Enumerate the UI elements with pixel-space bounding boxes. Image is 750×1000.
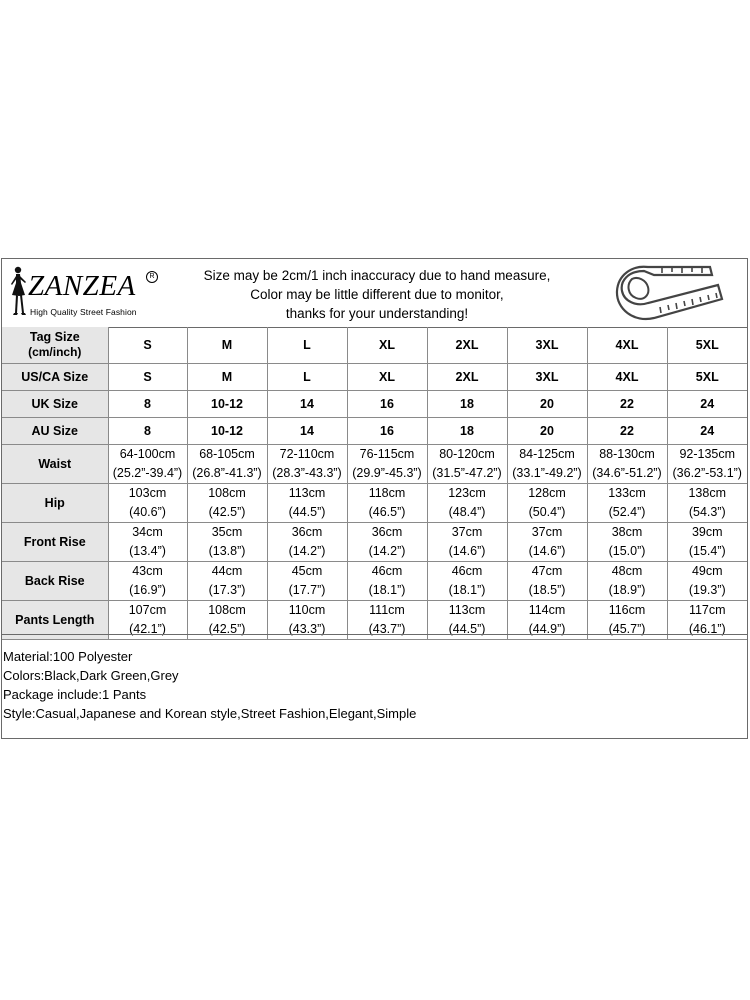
- measure-cell: [187, 484, 267, 523]
- measure-inch: (13.4”): [129, 544, 166, 558]
- measure-cm: 64-100cm: [119, 447, 176, 461]
- measure-inch: (14.2”): [288, 544, 326, 558]
- tag-size-unit-label: (cm/inch): [28, 345, 82, 359]
- notice-line: thanks for your understanding!: [285, 306, 469, 321]
- measure-cell: [667, 523, 747, 562]
- row-label-tag-size: [2, 327, 108, 364]
- measure-inch: (28.3”-43.3”): [272, 466, 342, 480]
- size-cell: 8: [108, 418, 187, 445]
- us-ca-size-row: [2, 364, 747, 391]
- measure-inch: (16.9”): [129, 583, 166, 597]
- measure-cm: 36cm: [371, 525, 403, 539]
- measure-cm: 88-130cm: [599, 447, 655, 461]
- row-label-back-rise: Back Rise: [2, 562, 108, 601]
- measure-cell: [427, 523, 507, 562]
- measure-inch: (42.1”): [129, 622, 166, 636]
- measure-cell: [347, 562, 427, 601]
- measure-cm: 76-115cm: [359, 447, 415, 461]
- measure-cell: [667, 484, 747, 523]
- measure-inch: (18.1”): [368, 583, 406, 597]
- measure-cm: 133cm: [608, 486, 646, 500]
- row-label-us-ca-size: US/CA Size: [2, 364, 108, 391]
- measure-cell: [427, 562, 507, 601]
- measure-cell: [667, 445, 747, 484]
- size-cell: 2XL: [427, 364, 507, 391]
- measure-cm: 35cm: [211, 525, 243, 539]
- measure-inch: (13.8”): [208, 544, 246, 558]
- measure-inch: (17.3”): [208, 583, 246, 597]
- registered-mark-icon: R: [146, 271, 158, 283]
- measure-cell: [108, 562, 187, 601]
- measure-cell: [587, 523, 667, 562]
- tag-size-label: Tag Size: [29, 330, 80, 344]
- measure-inch: (33.1”-49.2”): [512, 466, 582, 480]
- measure-cell: [267, 484, 347, 523]
- measure-inch: (43.3”): [288, 622, 326, 636]
- measure-inch: (25.2”-39.4”): [112, 466, 183, 480]
- measure-cell: [507, 445, 587, 484]
- measure-cell: [587, 445, 667, 484]
- measure-cm: 39cm: [691, 525, 723, 539]
- measure-cm: 38cm: [611, 525, 643, 539]
- row-label-pants-length: Pants Length: [2, 601, 108, 640]
- measure-inch: (46.5”): [368, 505, 406, 519]
- measure-cm: 44cm: [211, 564, 243, 578]
- measure-cell: [667, 562, 747, 601]
- size-cell: 10-12: [187, 418, 267, 445]
- row-label-au-size: AU Size: [2, 418, 108, 445]
- row-label-uk-size: UK Size: [2, 391, 108, 418]
- measure-cm: 114cm: [528, 603, 566, 617]
- measure-cell: [347, 523, 427, 562]
- measure-cell: [108, 445, 187, 484]
- measure-cell: [587, 484, 667, 523]
- brand-logo: [6, 265, 166, 323]
- tag-size-cell: 3XL: [507, 327, 587, 364]
- size-cell: 22: [587, 418, 667, 445]
- measure-inch: (29.9”-45.3”): [352, 466, 422, 480]
- measure-inch: (46.1”): [688, 622, 726, 636]
- size-cell: 8: [108, 391, 187, 418]
- brand-name: ZANZEA: [28, 270, 136, 302]
- measure-inch: (44.5”): [448, 622, 486, 636]
- measure-cm: 80-120cm: [439, 447, 495, 461]
- size-cell: 24: [667, 418, 747, 445]
- detail-style: Style:Casual,Japanese and Korean style,Street Fashion,Elegant,Simple: [3, 706, 417, 721]
- measure-cm: 48cm: [611, 564, 643, 578]
- measure-cm: 68-105cm: [199, 447, 255, 461]
- measure-cm: 107cm: [128, 603, 167, 617]
- product-details: [2, 634, 747, 738]
- tag-size-cell: M: [187, 327, 267, 364]
- measure-cm: 49cm: [691, 564, 723, 578]
- measure-cell: [187, 523, 267, 562]
- size-cell: 18: [427, 418, 507, 445]
- measure-inch: (14.6”): [448, 544, 486, 558]
- measure-cell: [267, 523, 347, 562]
- measure-cm: 45cm: [291, 564, 323, 578]
- size-cell: 24: [667, 391, 747, 418]
- size-cell: 18: [427, 391, 507, 418]
- size-cell: 10-12: [187, 391, 267, 418]
- measure-cm: 110cm: [288, 603, 326, 617]
- uk-size-row: [2, 391, 747, 418]
- size-cell: 20: [507, 391, 587, 418]
- brand-tagline: High Quality Street Fashion: [30, 307, 137, 317]
- size-cell: 22: [587, 391, 667, 418]
- size-cell: 16: [347, 418, 427, 445]
- measuring-tape-icon: [614, 263, 726, 321]
- measure-cm: 128cm: [528, 486, 566, 500]
- back-rise-row: [2, 562, 747, 601]
- size-cell: 3XL: [507, 364, 587, 391]
- measure-cell: [587, 562, 667, 601]
- size-cell: S: [108, 364, 187, 391]
- measure-inch: (52.4”): [608, 505, 646, 519]
- measure-cm: 43cm: [132, 564, 163, 578]
- detail-material: Material:100 Polyester: [3, 649, 133, 664]
- size-cell: M: [187, 364, 267, 391]
- size-cell: L: [267, 364, 347, 391]
- tag-size-cell: S: [108, 327, 187, 364]
- size-cell: 5XL: [667, 364, 747, 391]
- notice-line: Color may be little different due to monitor,: [250, 287, 504, 302]
- measure-inch: (44.9”): [528, 622, 566, 636]
- measure-cm: 37cm: [451, 525, 483, 539]
- tag-size-cell: XL: [347, 327, 427, 364]
- measure-cell: [507, 562, 587, 601]
- measure-inch: (18.9”): [608, 583, 646, 597]
- measure-cell: [427, 445, 507, 484]
- measure-cm: 46cm: [371, 564, 403, 578]
- measure-inch: (45.7”): [608, 622, 646, 636]
- measure-inch: (17.7”): [288, 583, 326, 597]
- measure-cell: [187, 445, 267, 484]
- measure-cell: [347, 445, 427, 484]
- waist-row: [2, 445, 747, 484]
- measure-inch: (15.4”): [688, 544, 726, 558]
- size-chart-sheet: [1, 258, 748, 739]
- measure-cell: [108, 484, 187, 523]
- size-cell: 4XL: [587, 364, 667, 391]
- measure-cell: [347, 484, 427, 523]
- measure-inch: (43.7”): [368, 622, 406, 636]
- row-label-front-rise: Front Rise: [2, 523, 108, 562]
- measurement-notice: [162, 266, 592, 323]
- measure-inch: (14.6”): [528, 544, 566, 558]
- measure-cm: 113cm: [288, 486, 326, 500]
- row-label-waist: Waist: [2, 445, 108, 484]
- measure-inch: (40.6”): [129, 505, 166, 519]
- measure-inch: (31.5”-47.2”): [432, 466, 502, 480]
- front-rise-row: [2, 523, 747, 562]
- size-cell: 16: [347, 391, 427, 418]
- tag-size-cell: 2XL: [427, 327, 507, 364]
- size-table: [2, 327, 747, 640]
- measure-inch: (18.5”): [528, 583, 566, 597]
- measure-inch: (14.2”): [368, 544, 406, 558]
- measure-cm: 84-125cm: [519, 447, 575, 461]
- tag-size-cell: 4XL: [587, 327, 667, 364]
- measure-cm: 108cm: [208, 486, 246, 500]
- tag-size-cell: 5XL: [667, 327, 747, 364]
- measure-cm: 37cm: [531, 525, 563, 539]
- measure-cm: 34cm: [132, 525, 163, 539]
- measure-cm: 116cm: [608, 603, 646, 617]
- measure-inch: (34.6”-51.2”): [592, 466, 662, 480]
- tag-size-row: [2, 327, 747, 364]
- size-cell: 14: [267, 391, 347, 418]
- size-cell: XL: [347, 364, 427, 391]
- measure-cm: 118cm: [368, 486, 406, 500]
- hip-row: [2, 484, 747, 523]
- measure-cell: [427, 484, 507, 523]
- measure-cm: 123cm: [448, 486, 486, 500]
- measure-inch: (15.0”): [608, 544, 646, 558]
- au-size-row: [2, 418, 747, 445]
- tag-size-cell: L: [267, 327, 347, 364]
- measure-inch: (36.2”-53.1”): [672, 466, 742, 480]
- size-cell: 14: [267, 418, 347, 445]
- detail-colors: Colors:Black,Dark Green,Grey: [3, 668, 179, 683]
- measure-inch: (18.1”): [448, 583, 486, 597]
- measure-cm: 113cm: [448, 603, 486, 617]
- measure-cell: [507, 484, 587, 523]
- measure-cm: 46cm: [451, 564, 483, 578]
- measure-cm: 138cm: [688, 486, 727, 500]
- measure-cell: [267, 562, 347, 601]
- measure-cell: [507, 523, 587, 562]
- measure-inch: (44.5”): [288, 505, 326, 519]
- measure-cell: [187, 562, 267, 601]
- measure-inch: (26.8”-41.3”): [192, 466, 262, 480]
- measure-cm: 92-135cm: [679, 447, 736, 461]
- chart-header: [2, 259, 747, 328]
- measure-cell: [267, 445, 347, 484]
- size-cell: 20: [507, 418, 587, 445]
- notice-line: Size may be 2cm/1 inch inaccuracy due to hand measure,: [203, 268, 551, 283]
- measure-cm: 47cm: [531, 564, 563, 578]
- measure-cm: 36cm: [291, 525, 323, 539]
- measure-inch: (54.3”): [688, 505, 726, 519]
- measure-cm: 103cm: [128, 486, 167, 500]
- measure-inch: (19.3”): [688, 583, 726, 597]
- measure-cm: 117cm: [688, 603, 726, 617]
- row-label-hip: Hip: [2, 484, 108, 523]
- measure-inch: (48.4”): [448, 505, 486, 519]
- measure-cm: 111cm: [369, 603, 405, 617]
- detail-package: Package include:1 Pants: [3, 687, 147, 702]
- measure-cm: 72-110cm: [279, 447, 335, 461]
- measure-inch: (42.5”): [208, 622, 246, 636]
- measure-inch: (50.4”): [528, 505, 566, 519]
- measure-inch: (42.5”): [208, 505, 246, 519]
- measure-cm: 108cm: [208, 603, 246, 617]
- measure-cell: [108, 523, 187, 562]
